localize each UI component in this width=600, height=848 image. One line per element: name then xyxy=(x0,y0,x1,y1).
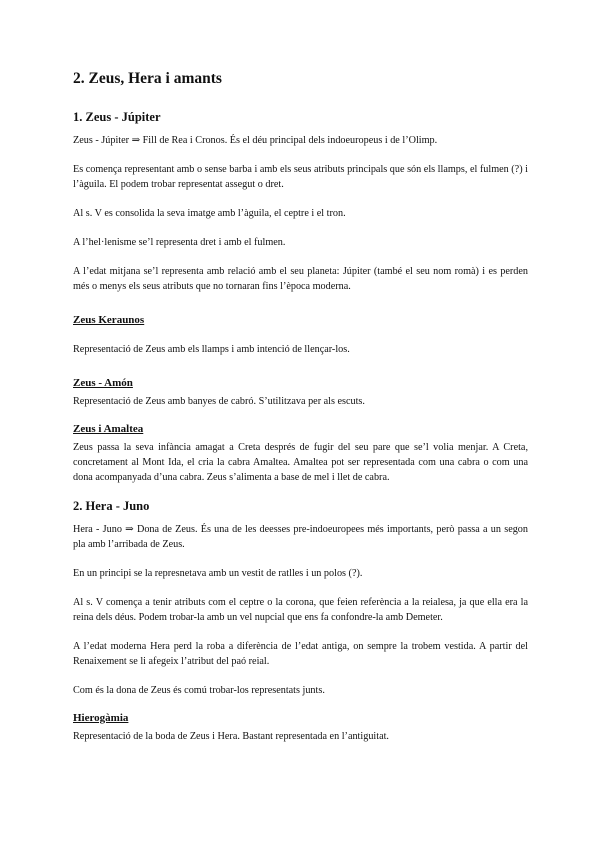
paragraph: Hera - Juno ⇒ Dona de Zeus. És una de les deesses pre-indoeuropees més importants, però passa a un segon pla amb l’arribada de Zeus. xyxy=(73,524,528,550)
paragraph: Representació de la boda de Zeus i Hera. Bastant representada en l’antiguitat. xyxy=(73,731,389,742)
section-heading-zeus: 1. Zeus - Júpiter xyxy=(73,110,161,124)
paragraph: Al s. V es consolida la seva imatge amb l’àguila, el ceptre i el tron. xyxy=(73,208,346,219)
paragraph: En un principi se la represnetava amb un vestit de ratlles i un polos (?). xyxy=(73,568,363,579)
paragraph: A l’edat moderna Hera perd la roba a diferència de l’edat antiga, on sempre la trobem vestida. A partir del Renaixement se li afegeix l’atribut del paó reial. xyxy=(73,641,528,667)
paragraph: Com és la dona de Zeus és comú trobar-los representats junts. xyxy=(73,685,325,696)
paragraph: A l’edat mitjana se’l representa amb relació amb el seu planeta: Júpiter (també el seu nom romà) i es perden més o menys els seus atributs que no tornaran fins l’època moderna. xyxy=(73,266,528,292)
paragraph: A l’hel·lenisme se’l representa dret i amb el fulmen. xyxy=(73,237,286,248)
subheading-zeus-keraunos: Zeus Keraunos xyxy=(73,314,145,326)
paragraph: Al s. V comença a tenir atributs com el ceptre o la corona, que feien referència a la reialesa, ja que ella era la reina dels déus. Podem trobar-la amb un vel nupcial que ens fa confondre-la amb Demeter. xyxy=(73,597,528,623)
subheading-zeus-amon: Zeus - Amón xyxy=(73,377,133,389)
page-title: 2. Zeus, Hera i amants xyxy=(73,70,222,87)
subheading-hierogamia: Hierogàmia xyxy=(73,712,129,724)
subheading-zeus-amaltea: Zeus i Amaltea xyxy=(73,423,144,435)
paragraph: Zeus - Júpiter ⇒ Fill de Rea i Cronos. És el déu principal dels indoeuropeus i de l’Olimp. xyxy=(73,135,438,146)
paragraph: Representació de Zeus amb banyes de cabró. S’utilitzava per als escuts. xyxy=(73,396,365,407)
paragraph: Es comença representant amb o sense barba i amb els seus atributs principals que són els llamps, el fulmen (?) i l’àguila. El podem trobar representat assegut o dret. xyxy=(73,164,528,190)
paragraph: Representació de Zeus amb els llamps i amb intenció de llençar-los. xyxy=(73,344,350,355)
paragraph: Zeus passa la seva infància amagat a Creta després de fugir del seu pare que se’l volia menjar. A Creta, concretament al Mont Ida, el cria la cabra Amaltea. Amaltea pot ser representada com una cabra o com una dona acompanyada d’una cabra. Zeus s’alimenta a base de mel i llet de cabra. xyxy=(73,442,528,483)
section-heading-hera: 2. Hera - Juno xyxy=(73,499,150,513)
